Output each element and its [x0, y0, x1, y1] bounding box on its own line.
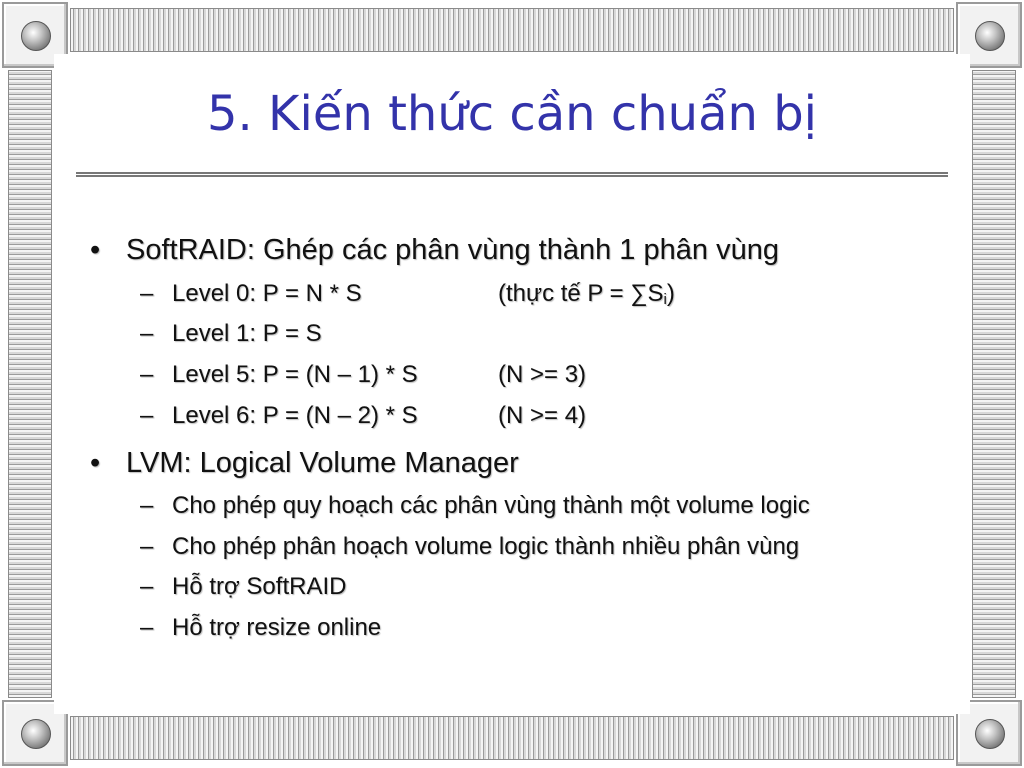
- sub-bullet-lvm-partition: [140, 532, 800, 562]
- sub-bullet-text: Level 1: P = S: [172, 320, 322, 347]
- sub-bullet-marker: –: [140, 573, 154, 600]
- bolt-icon: [21, 21, 51, 51]
- sub-bullet-marker: –: [140, 402, 154, 429]
- sub-bullet-note-level0: [498, 279, 675, 315]
- sub-bullet-note-level5: (N >= 3): [498, 361, 587, 388]
- sub-bullet-lvm-resize: [140, 613, 382, 643]
- bullet-text: LVM: Logical Volume Manager: [126, 447, 519, 479]
- sub-bullet-text: Cho phép phân hoạch volume logic thành nhiều phân vùng: [172, 533, 800, 560]
- bullet-marker: •: [90, 447, 101, 479]
- bolt-icon: [975, 719, 1005, 749]
- sub-bullet-marker: –: [140, 320, 154, 347]
- sub-bullet-text: Level 5: P = (N – 1) * S: [172, 361, 418, 388]
- sub-bullet-marker: –: [140, 533, 154, 560]
- sub-bullet-level1: [140, 319, 322, 349]
- bolt-icon: [21, 719, 51, 749]
- sub-bullet-marker: –: [140, 280, 154, 307]
- sub-bullet-marker: –: [140, 614, 154, 641]
- slide-title: 5. Kiến thức cần chuẩn bị: [206, 86, 817, 142]
- sub-bullet-level5: [140, 360, 418, 390]
- bolt-icon: [975, 21, 1005, 51]
- sub-bullet-level6: [140, 401, 418, 431]
- bullet-marker: •: [90, 234, 101, 266]
- frame-top-bar: [70, 8, 954, 52]
- frame-bottom-bar: [70, 716, 954, 760]
- frame-right-bar: [972, 70, 1016, 698]
- sub-bullet-lvm-plan: [140, 491, 810, 521]
- note-suffix: ): [666, 280, 675, 307]
- sub-bullet-lvm-softraid: [140, 572, 347, 602]
- sub-bullet-text: Cho phép quy hoạch các phân vùng thành một volume logic: [172, 492, 810, 519]
- sub-bullet-level0: [140, 279, 362, 309]
- sub-bullet-text: Level 6: P = (N – 2) * S: [172, 402, 418, 429]
- bullet-softraid: [90, 232, 779, 268]
- sub-bullet-text: Level 0: P = N * S: [172, 280, 362, 307]
- note-subscript: i: [663, 291, 667, 308]
- note-prefix: (thực tế P = ∑S: [498, 280, 664, 307]
- sub-bullet-text: Hỗ trợ SoftRAID: [172, 573, 347, 600]
- sub-bullet-marker: –: [140, 492, 154, 519]
- slide: [54, 54, 970, 714]
- bullet-lvm: [90, 445, 519, 481]
- slide-content: [54, 54, 970, 714]
- sub-bullet-note-level6: (N >= 4): [498, 402, 587, 429]
- sub-bullet-marker: –: [140, 361, 154, 388]
- bullet-text: SoftRAID: Ghép các phân vùng thành 1 phân vùng: [126, 234, 779, 266]
- frame-left-bar: [8, 70, 52, 698]
- sub-bullet-text: Hỗ trợ resize online: [172, 614, 382, 641]
